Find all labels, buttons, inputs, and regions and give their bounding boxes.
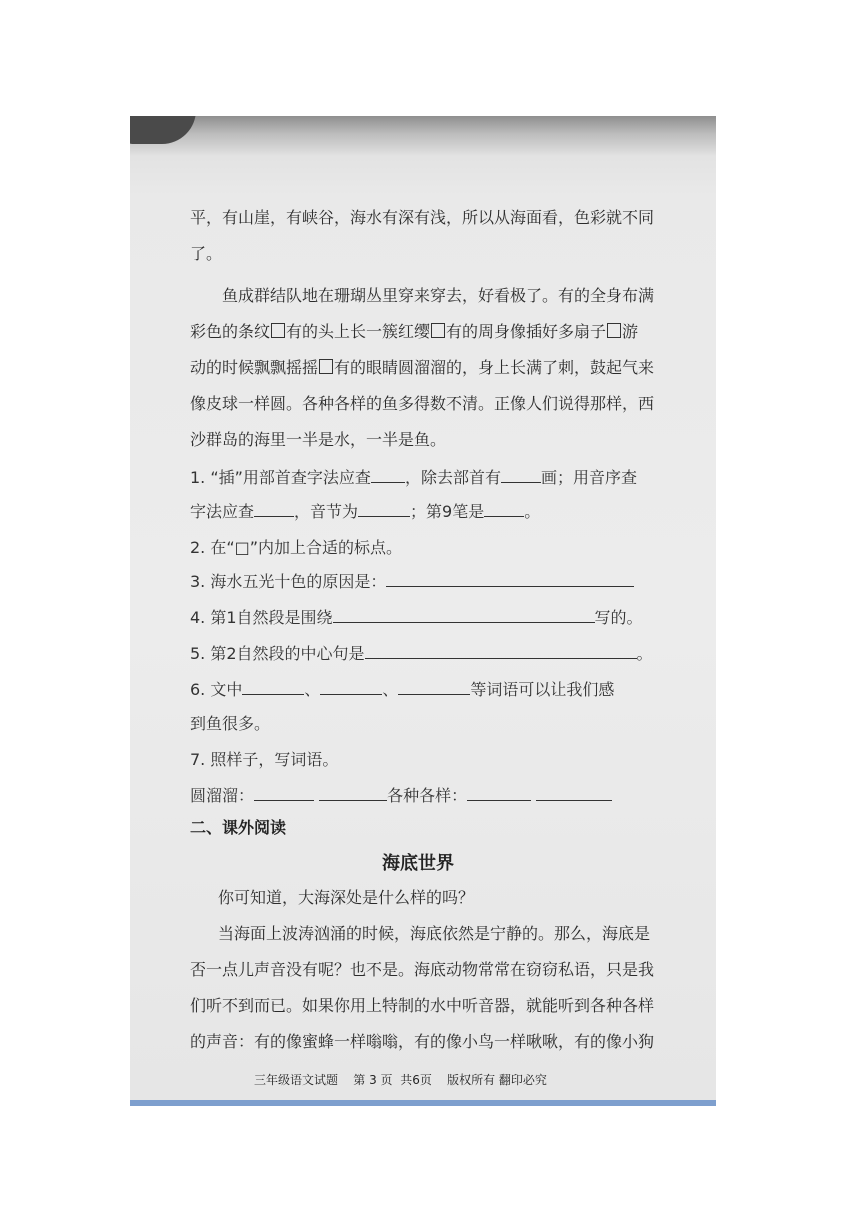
footer-page: 第 3 页 [353,1073,393,1087]
question-6-line-2: 到鱼很多。 [190,714,271,733]
section-2-heading: 二、课外阅读 [190,818,287,837]
question-5: 5. 第2自然段的中心句是 。 [190,644,653,663]
passage-para2-line-5: 沙群岛的海里一半是水，一半是鱼。 [190,430,447,449]
section-2-line-5: 的声音：有的像蜜蜂一样嗡嗡，有的像小鸟一样啾啾，有的像小狗 [190,1032,655,1051]
footer-subject: 三年级语文试题 [254,1073,339,1087]
section-2-line-3: 否一点儿声音没有呢？也不是。海底动物常常在窃窃私语，只是我 [190,960,655,979]
section-2-title: 海底世界 [382,853,454,874]
passage-para2-line-1: 鱼成群结队地在珊瑚丛里穿来穿去，好看极了。有的全身布满 [222,286,655,305]
scanned-page-photo [130,116,716,1106]
passage-line-2: 了。 [190,244,223,263]
section-2-line-4: 们听不到而已。如果你用上特制的水中听音器，就能听到各种各样 [190,996,655,1015]
question-4: 4. 第1自然段是围绕 写的。 [190,608,643,627]
question-6-line-1: 6. 文中 、 、 等词语可以让我们感 [190,680,615,699]
section-2-line-1: 你可知道，大海深处是什么样的吗？ [218,888,475,907]
question-1-line-2: 字法应查 ，音节为 ；第9笔是 。 [190,502,541,521]
passage-para2-line-3: 动的时候飘飘摇摇 有的眼睛圆溜溜的，身上长满了刺，鼓起气来 [190,358,655,377]
question-7: 7. 照样子，写词语。 [190,750,339,769]
question-7-example-row: 圆溜溜： 各种各样： [190,786,612,806]
section-2-line-2: 当海面上波涛汹涌的时候，海底依然是宁静的。那么，海底是 [218,924,651,943]
bottom-bar [130,1100,716,1106]
footer-total: 共6页 [400,1073,432,1087]
passage-line-1: 平，有山崖，有峡谷，海水有深有浅，所以从海面看，色彩就不同 [190,208,655,227]
passage-para2-line-2: 彩色的条纹 有的头上长一簇红缨 有的周身像插好多扇子 游 [190,322,639,341]
footer-copyright: 版权所有 翻印必究 [447,1073,547,1087]
page-footer [254,1070,547,1090]
question-3: 3. 海水五光十色的原因是： [190,572,634,592]
question-2: 2. 在“□”内加上合适的标点。 [190,538,403,557]
passage-para2-line-4: 像皮球一样圆。各种各样的鱼多得数不清。正像人们说得那样，西 [190,394,655,413]
question-1-line-1: 1. “插”用部首查字法应查 ，除去部首有 画；用音序查 [190,468,637,487]
top-shadow [130,116,716,156]
